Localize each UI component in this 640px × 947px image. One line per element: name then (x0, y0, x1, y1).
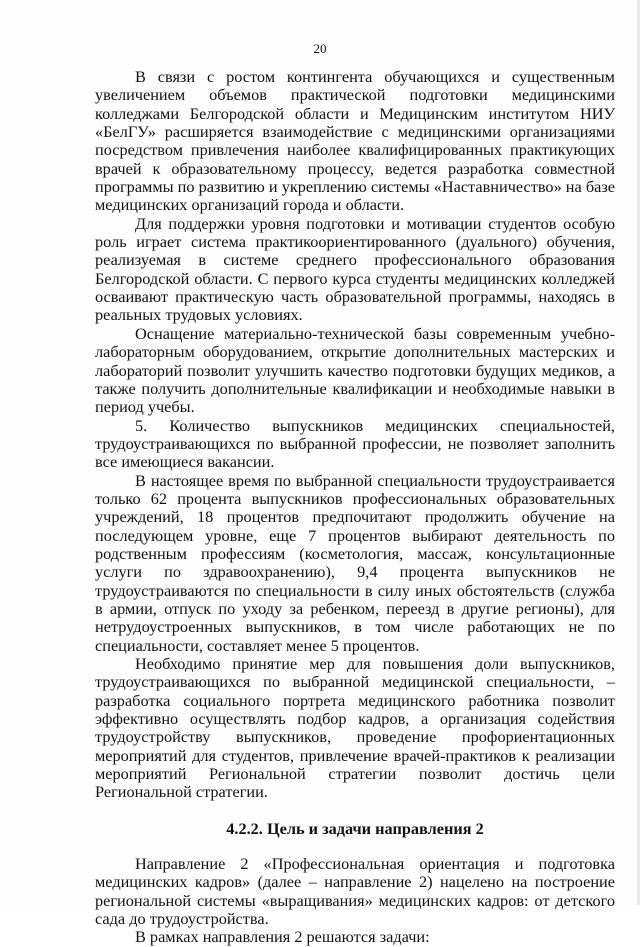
document-body (95, 68, 615, 947)
paragraph-dual-education: Для поддержки уровня подготовки и мотивации студентов особую роль играет система практикоориентированного (дуального) обучения, реализуемая в системе среднего профессионального образования Белгородской области. С первого курса студенты медицинских колледжей осваивают практическую часть образовательной программы, находясь в реальных трудовых условиях. (95, 213, 615, 325)
section-heading: 4.2.2. Цель и задачи направления 2 (226, 818, 484, 838)
paragraph-item-5: 5. Количество выпускников медицинских специальностей, трудоустраивающихся по выбранной профессии, не позволяет заполнить все имеющиеся вакансии. (95, 415, 615, 472)
paragraph-equipment: Оснащение материально-технической базы современным учебно-лабораторным оборудованием, открытие дополнительных мастерских и лабораторий позволит улучшить качество подготовки будущих медиков, а также получить дополнительные квалификации и необходимые навыки в период учебы. (95, 323, 615, 417)
paragraph-tasks-intro: В рамках направления 2 решаются задачи: (135, 927, 430, 947)
paragraph-employment-stats: В настоящее время по выбранной специальности трудоустраивается только 62 процента выпускников профессиональных образовательных учреждений, 18 процентов предпочитают продолжить обучение на последующем уровне, еще 7 процентов выбирают деятельность по родственным профессиям (косметология, массаж, консультационные услуги по здравоохранению), 9,4 процента выпускников не трудоустраиваются по специальности в силу иных обстоятельств (служба в армии, отпуск по уходу за ребенком, переезд в другие регионы), для нетрудоустроенных выпускников, в том числе работающих не по специальности, составляет менее 5 процентов. (95, 470, 615, 655)
paragraph-measures: Необходимо принятие мер для повышения доли выпускников, трудоустраивающихся по выбранной медицинской специальности, – разработка социального портрета медицинского работника позволит эффективно осуществлять подбор кадров, а организация содействия трудоустройству выпускников, проведение профориентационных мероприятий для студентов, привлечение врачей-практиков к реализации мероприятий Региональной стратегии позволит достичь цели Региональной стратегии. (95, 654, 615, 802)
paragraph-direction-2: Направление 2 «Профессиональная ориентация и подготовка медицинских кадров» (далее – направление 2) нацелено на построение региональной системы «выращивания» медицинских кадров: от детского сада до трудоустройства. (95, 854, 615, 929)
paragraph-mentoring: В связи с ростом контингента обучающихся и существенным увеличением объемов практической подготовки медицинскими колледжами Белгородской области и Медицинским институтом НИУ «БелГУ» расширяется взаимодействие с медицинскими организациями посредством привлечения наиболее квалифицированных практикующих врачей к образовательному процессу, ведется разработка совместной программы по развитию и укреплению системы «Наставничество» на базе медицинских организаций города и области. (95, 67, 615, 215)
page-number: 20 (313, 41, 327, 56)
